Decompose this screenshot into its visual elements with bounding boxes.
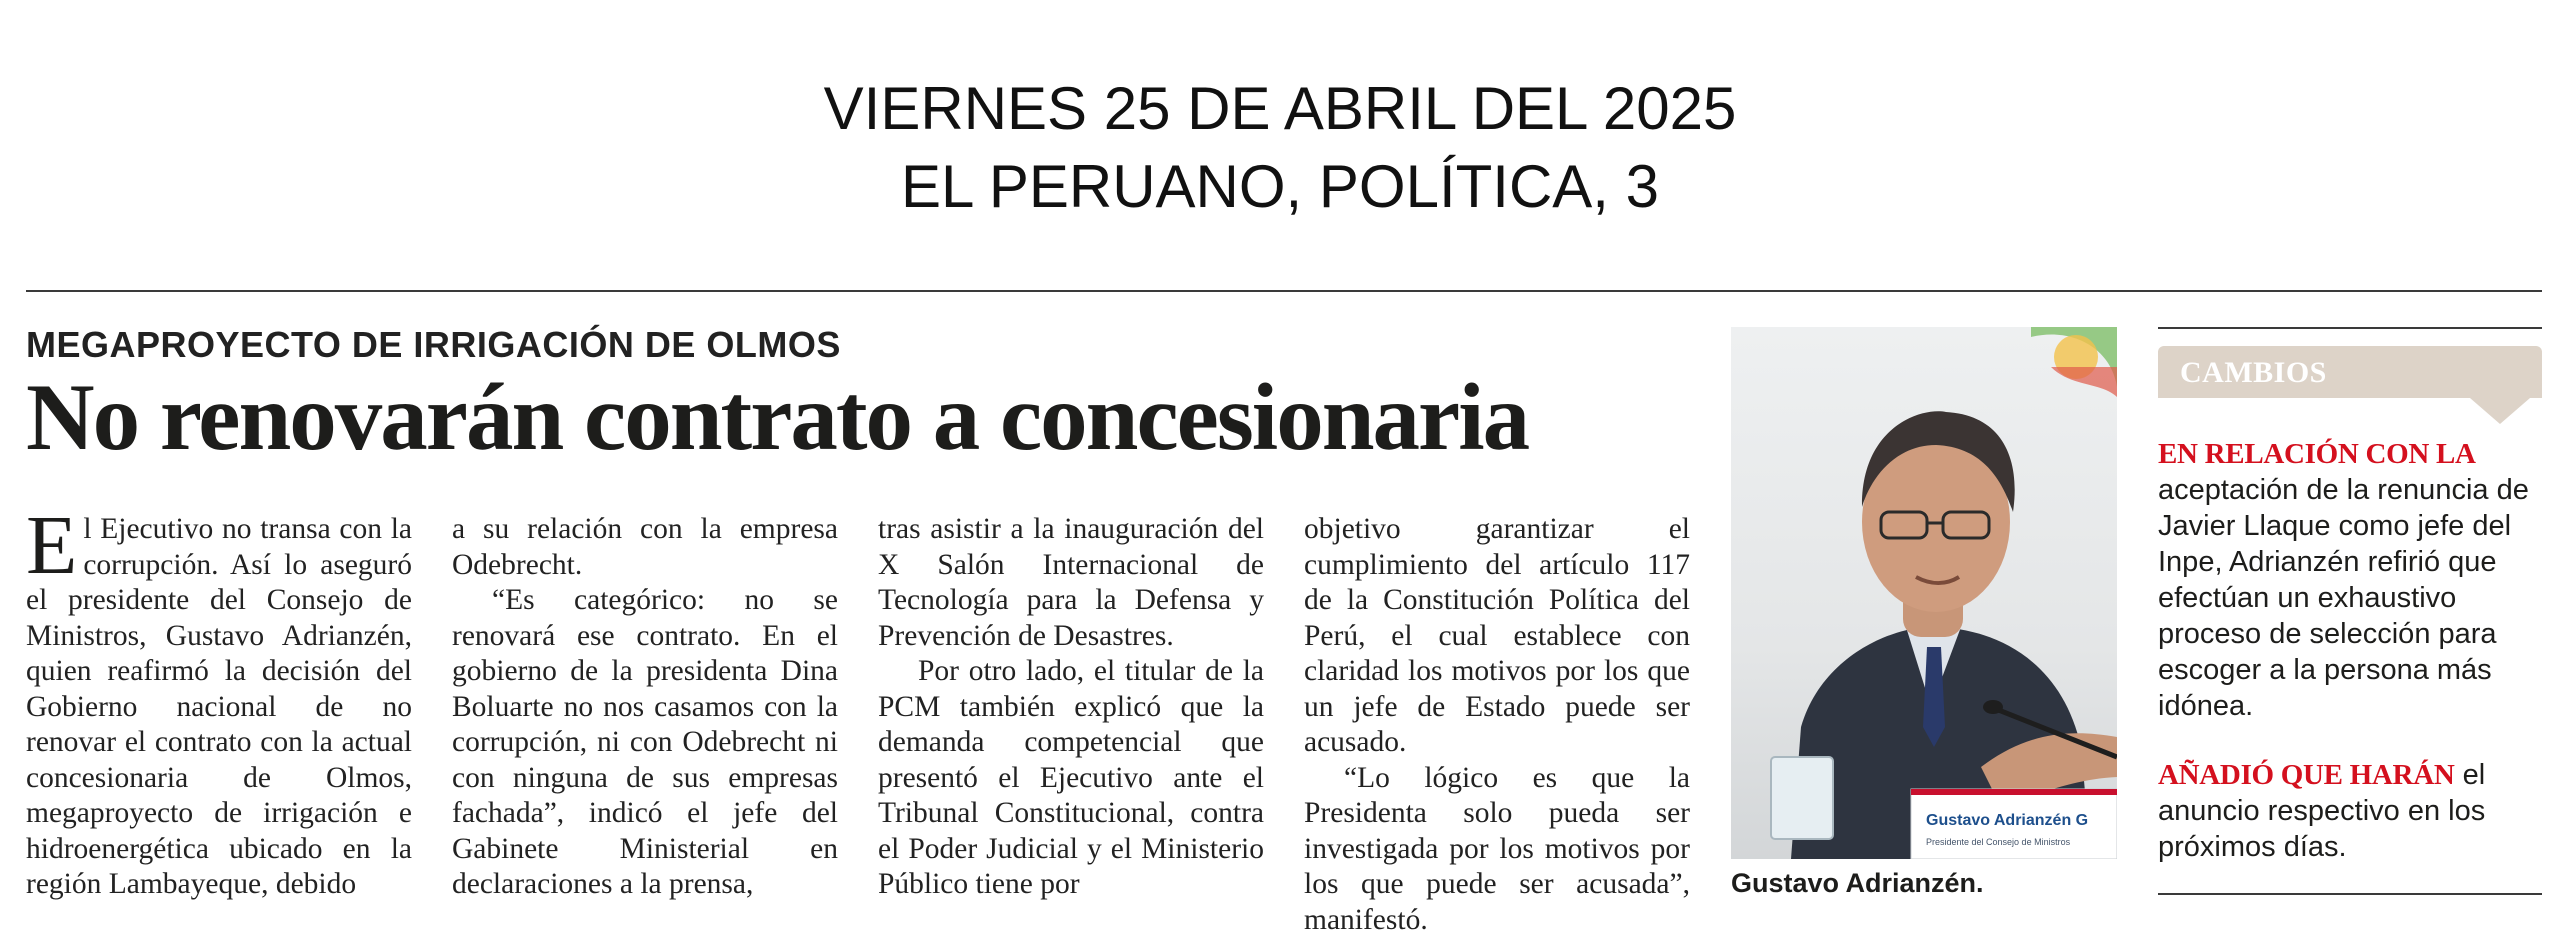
column-4-paragraph-2: “Lo lógico es que la Presidenta solo pueda ser investigada por los motivos por los que puede ser acusada”, manifestó. [1304, 761, 1690, 938]
portrait-photo [1731, 327, 2117, 859]
column-2-paragraph-2: “Es categórico: no se renovará ese contrato. En el gobierno de la presidenta Dina Boluarte no nos casamos con la corrupción, ni con Odebrecht ni con ninguna de sus empresas fachada”, indicó el jefe del Gabinete Ministerial en declaraciones a la prensa, [452, 583, 838, 903]
portrait-illustration [1731, 327, 2117, 859]
column-1-paragraph: l Ejecutivo no transa con la corrupción. Así lo aseguró el presidente del Consejo de Ministros, Gustavo Adrianzén, quien reafirmó la decisión del Gobierno nacional de no renovar el contrato con la actual concesionaria de Olmos, megaproyecto de irrigación e hidroenergética ubicado en la región Lambayeque, debido [26, 513, 412, 900]
drop-cap: E [26, 514, 83, 578]
article-column-4 [1304, 512, 1690, 938]
sidebar-tag-label: CAMBIOS [2180, 356, 2327, 390]
sidebar-item-2-lead: AÑADIÓ QUE HARÁN [2158, 759, 2455, 791]
sidebar-item-1 [2158, 436, 2546, 724]
sidebar-top-divider [2158, 327, 2542, 329]
column-3-paragraph-1: tras asistir a la inauguración del X Salón Internacional de Tecnología para la Defensa y Prevención de Desastres. [878, 512, 1264, 654]
page-header [0, 70, 2560, 226]
article-headline: No renovarán contrato a concesionaria [26, 362, 1706, 472]
article-column-2 [452, 512, 838, 903]
column-4-paragraph-1: objetivo garantizar el cumplimiento del artículo 117 de la Constitución Política del Perú, el cual establece con claridad los motivos por los que un jefe de Estado puede ser acusado. [1304, 512, 1690, 761]
article-kicker: MEGAPROYECTO DE IRRIGACIÓN DE OLMOS [26, 324, 841, 366]
sidebar-item-1-text: aceptación de la renuncia de Javier Llaque como jefe del Inpe, Adrianzén refirió que efectúan un exhaustivo proceso de selección para escoger a la persona más idónea. [2158, 474, 2529, 722]
article-column-1 [26, 512, 412, 903]
nameplate-name: Gustavo Adrianzén G [1926, 812, 2088, 829]
sidebar-item-2 [2158, 757, 2546, 865]
article-column-3 [878, 512, 1264, 903]
nameplate-title: Presidente del Consejo de Ministros [1926, 837, 2071, 847]
section-line: EL PERUANO, POLÍTICA, 3 [0, 148, 2560, 226]
photo-caption: Gustavo Adrianzén. [1731, 868, 1984, 899]
column-3-paragraph-2: Por otro lado, el titular de la PCM también explicó que la demanda competencial que presentó el Ejecutivo ante el Tribunal Constitucional, contra el Poder Judicial y el Ministerio Público tiene por [878, 654, 1264, 903]
date-line: VIERNES 25 DE ABRIL DEL 2025 [0, 70, 2560, 148]
column-2-paragraph-1: a su relación con la empresa Odebrecht. [452, 512, 838, 583]
sidebar-item-2-text: el anuncio respectivo en los próximos días. [2158, 759, 2485, 863]
top-divider [26, 290, 2542, 292]
sidebar-tag-tail [2470, 398, 2530, 424]
sidebar-item-1-lead: EN RELACIÓN CON LA [2158, 438, 2476, 470]
sidebar-bottom-divider [2158, 893, 2542, 895]
